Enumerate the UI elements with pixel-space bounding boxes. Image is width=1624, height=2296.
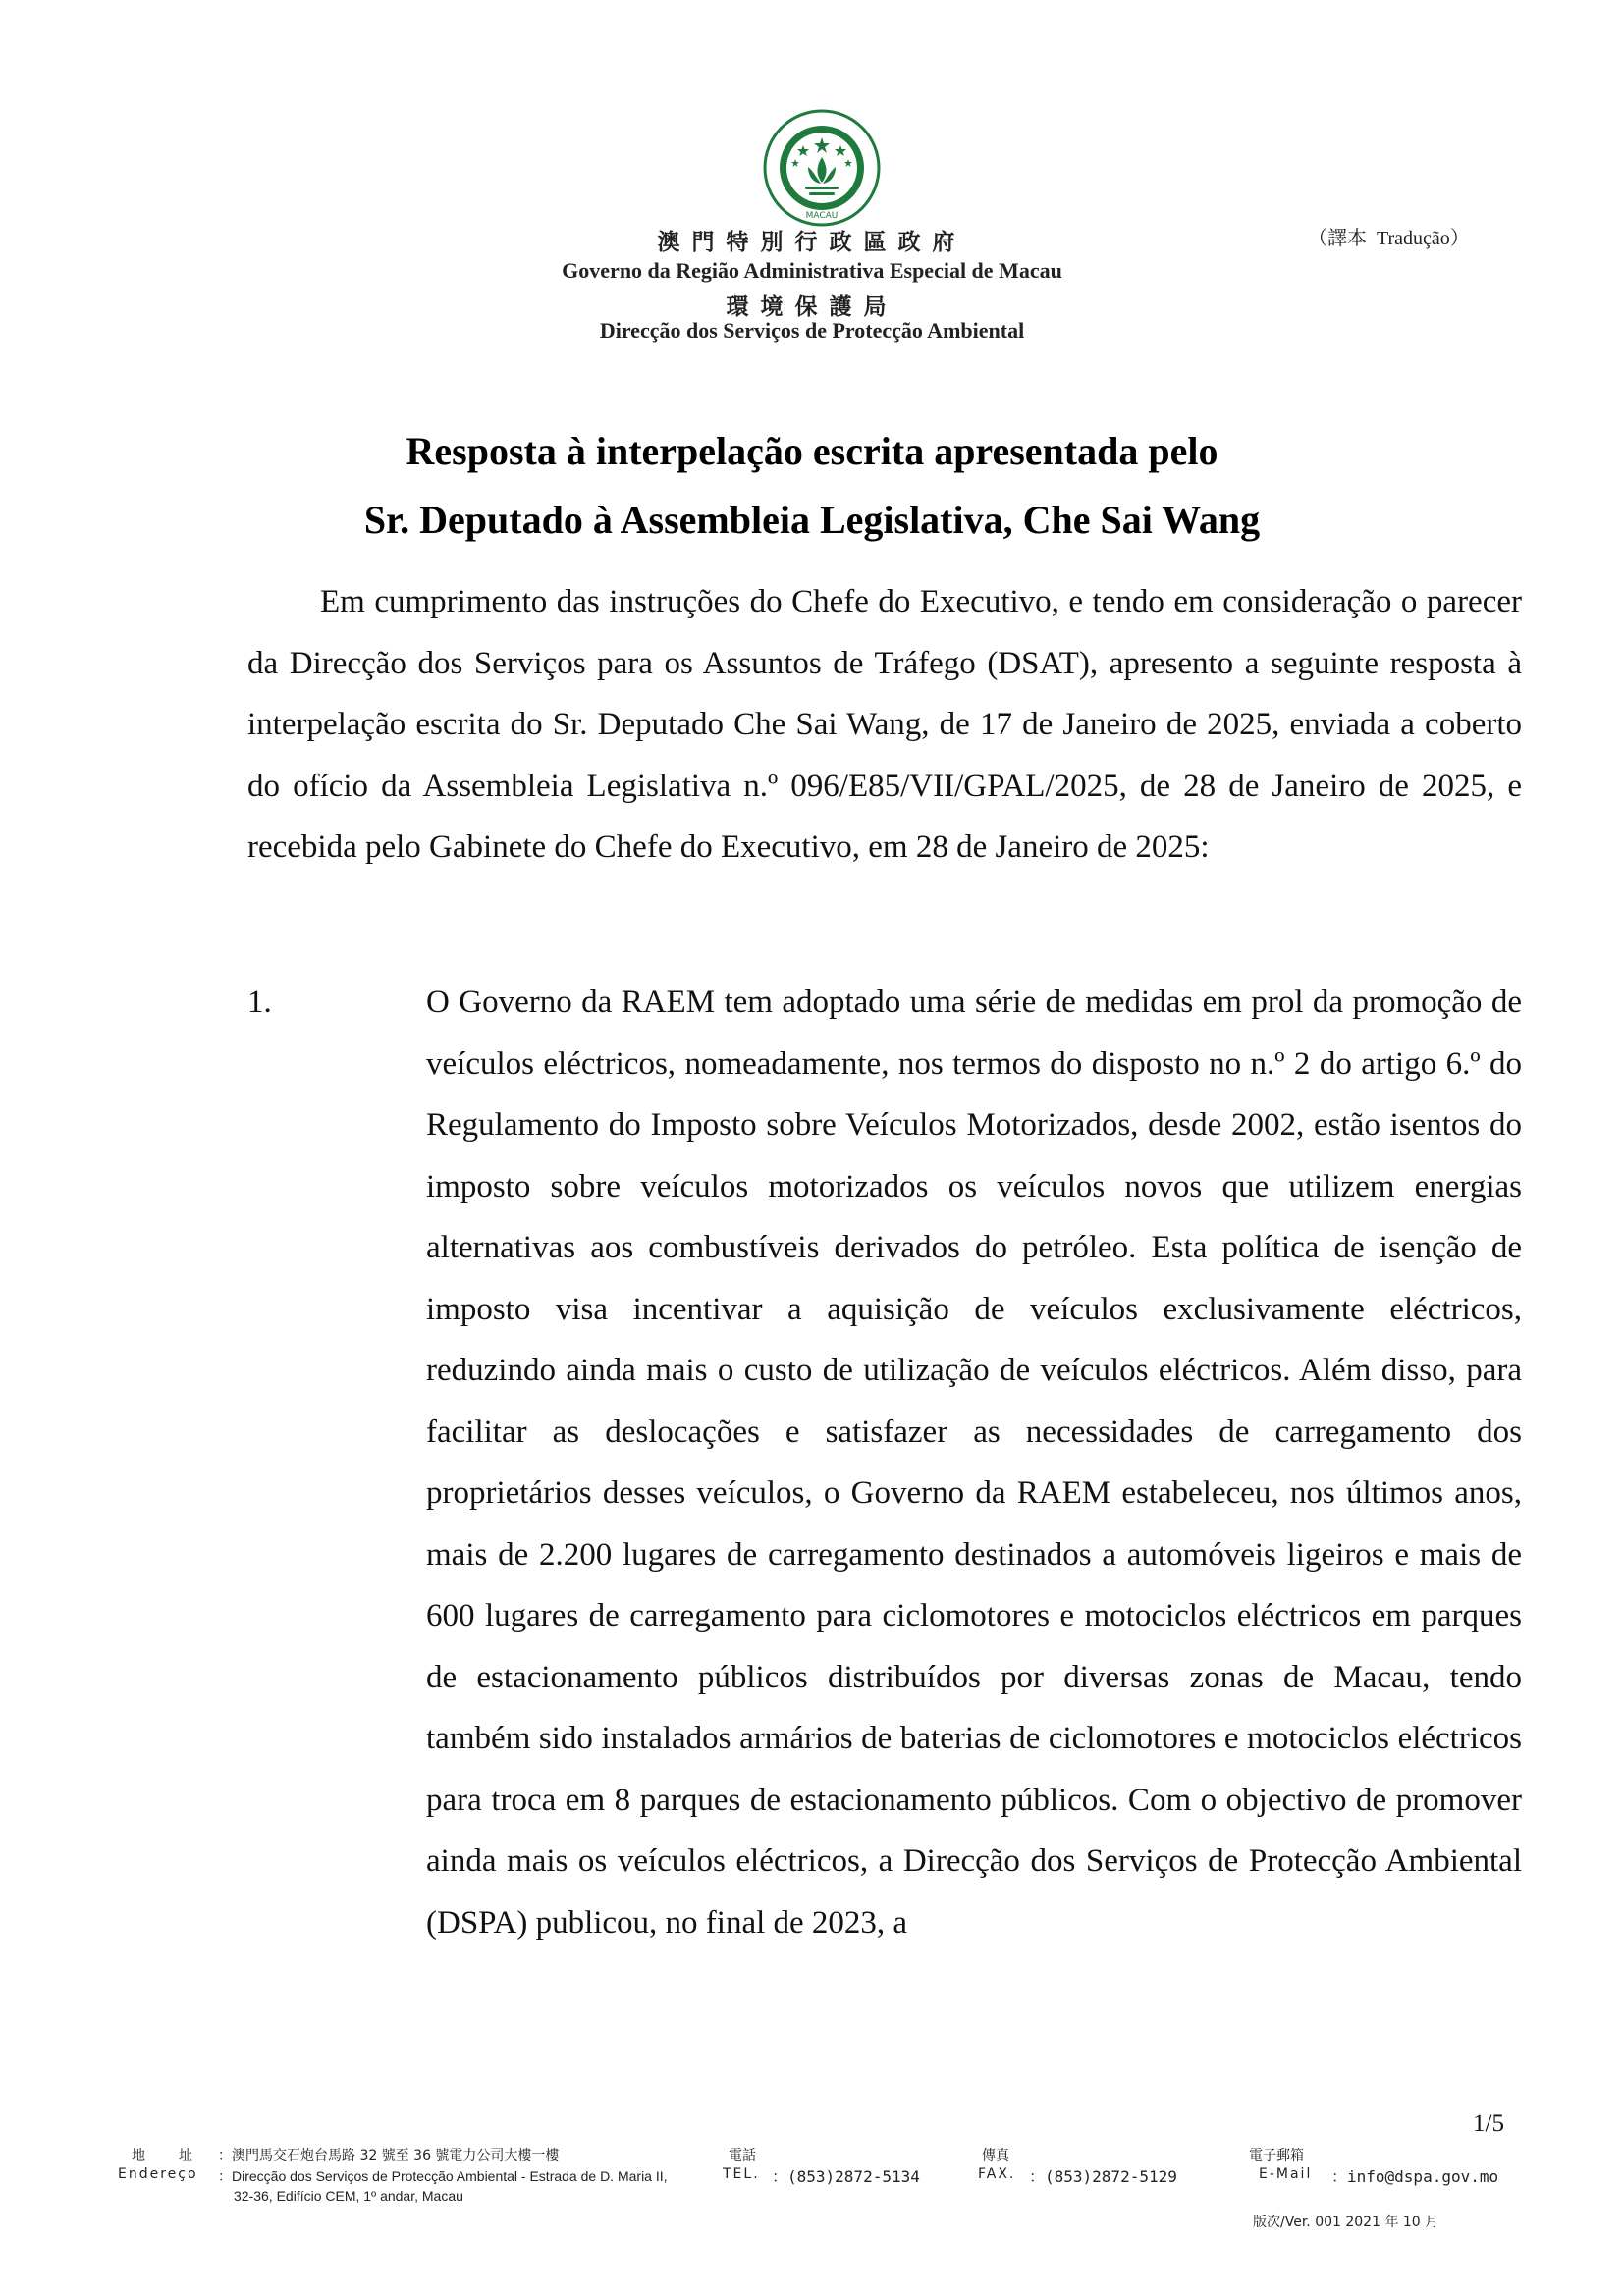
document-title-line2: Sr. Deputado à Assembleia Legislativa, Che Sai Wang	[363, 498, 1261, 542]
gov-name-zh: 澳門特別行政區政府	[657, 230, 967, 255]
address-zh: ：澳門馬交石炮台馬路 32 號至 36 號電力公司大樓一樓	[218, 2148, 560, 2163]
list-item-text: O Governo da RAEM tem adoptado uma série de medidas em prol da promoção de veículos eléctricos, nomeadamente, nos termos do disposto no n.º 2 do artigo 6.º do Regulamento do Imposto sobre Veículos Motorizados, desde 2002, estão isentos do imposto sobre veículos motorizados os veículos novos que utilizem energias alternativas aos combustíveis derivados do petróleo. Esta política de isenção de imposto visa incentivar a aquisição de veículos exclusivamente eléctricos, reduzindo ainda mais o custo de utilização de veículos eléctricos. Além disso, para facilitar as deslocações e satisfazer as necessidades de carregamento dos proprietários desses veículos, o Governo da RAEM estabeleceu, nos últimos anos, mais de 2.200 lugares de carregamento destinados a automóveis ligeiros e mais de 600 lugares de carregamento para ciclomotores e motociclos eléctricos em parques de estacionamento públicos distribuídos por diversas zonas de Macau, tendo também sido instalados armários de baterias de ciclomotores e motociclos eléctricos para troca em 8 parques de estacionamento públicos. Com o objectivo de promover ainda mais os veículos eléctricos, a Direcção dos Serviços de Protecção Ambiental (DSPA) publicou, no final de 2023, a	[426, 985, 1522, 1941]
dept-name-pt: Direcção dos Serviços de Protecção Ambiental	[599, 318, 1025, 343]
email-label-zh: 電子郵箱	[1249, 2148, 1304, 2163]
macau-emblem-icon	[762, 108, 882, 228]
email-label-en: E-Mail	[1259, 2166, 1313, 2182]
list-item-number: 1.	[247, 985, 272, 1020]
translation-note: （譯本 Tradução）	[1308, 228, 1470, 249]
page-number: 1/5	[1473, 2110, 1504, 2137]
tel-value: ：(853)2872-5134	[772, 2167, 920, 2186]
address-pt-line2: 32-36, Edifício CEM, 1º andar, Macau	[234, 2188, 463, 2204]
intro-paragraph: Em cumprimento das instruções do Chefe do Executivo, e tendo em consideração o parecer da Direcção dos Serviços para os Assuntos de Tráfego (DSAT), apresento a seguinte resposta à interpelação escrita do Sr. Deputado Che Sai Wang, de 17 de Janeiro de 2025, enviada a coberto do ofício da Assembleia Legislativa n.º 096/E85/VII/GPAL/2025, de 28 de Janeiro de 2025, e recebida pelo Gabinete do Chefe do Executivo, em 28 de Janeiro de 2025:	[247, 584, 1522, 865]
tel-label-zh: 電話	[729, 2148, 756, 2163]
emblem-bottom-text: MACAU	[805, 211, 839, 221]
fax-label-zh: 傳真	[982, 2148, 1009, 2163]
email-value[interactable]: ：info@dspa.gov.mo	[1331, 2167, 1499, 2186]
tel-label-en: TEL.	[723, 2166, 760, 2182]
fax-label-en: FAX.	[978, 2166, 1016, 2182]
document-title-line1: Resposta à interpelação escrita apresentada pelo	[406, 429, 1218, 473]
address-label-zh: 地 址	[132, 2148, 194, 2163]
address-pt-line1: ：Direcção dos Serviços de Protecção Ambiental - Estrada de D. Maria II,	[218, 2168, 668, 2184]
version-info: 版次/Ver. 001 2021 年 10 月	[1253, 2215, 1439, 2230]
fax-value: ：(853)2872-5129	[1029, 2167, 1177, 2186]
address-label-pt: Endereço	[118, 2166, 198, 2182]
dept-name-zh: 環境保護局	[726, 294, 898, 320]
gov-name-pt: Governo da Região Administrativa Especial de Macau	[562, 258, 1062, 283]
